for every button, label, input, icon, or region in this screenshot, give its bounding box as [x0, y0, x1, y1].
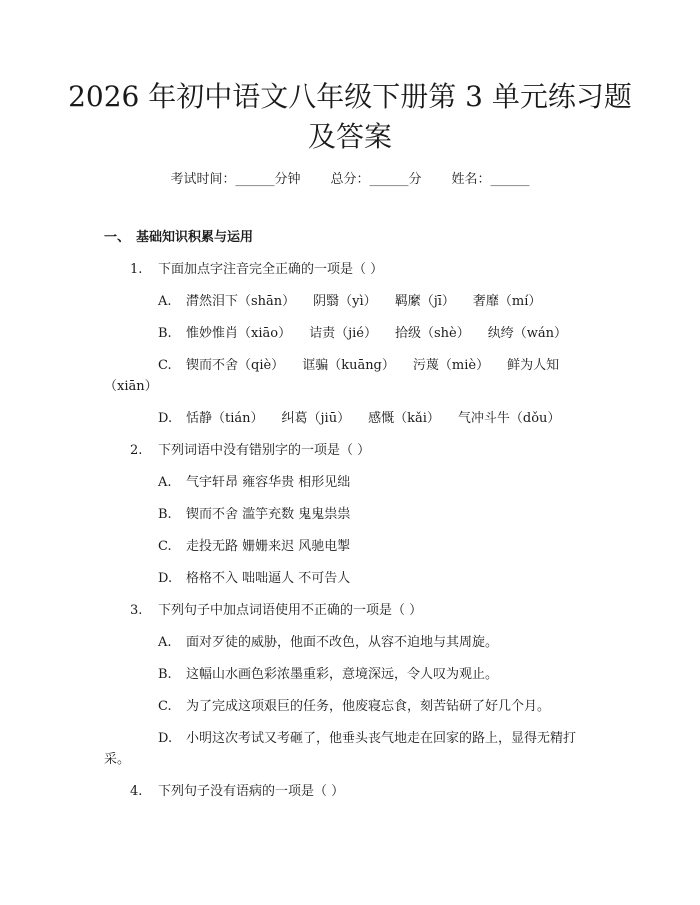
option-item: 锲而不舍（qiè）: [186, 358, 285, 373]
option-key: B.: [158, 507, 172, 522]
option-key: A.: [158, 635, 172, 650]
option-line: [158, 538, 350, 556]
option-item: 阴翳（yì）: [313, 294, 377, 309]
option-line: [158, 570, 350, 588]
question-text: 下面加点字注音完全正确的一项是（ ）: [158, 262, 384, 277]
option-key: C.: [158, 539, 172, 554]
option-item: 鲜为人知: [507, 358, 560, 373]
option-item: 面对歹徒的威胁，他面不改色，从容不迫地与其周旋。: [186, 635, 499, 650]
total-score-field: 总分：______分: [330, 172, 422, 187]
option-line: [158, 506, 350, 524]
exam-meta: [0, 168, 700, 187]
option-item: 诘责（jié）: [309, 326, 377, 341]
question-3: [130, 602, 422, 620]
question-number: 1.: [130, 262, 143, 277]
question-text: 下列句子中加点词语使用不正确的一项是（ ）: [158, 603, 423, 618]
option-key: B.: [158, 326, 172, 341]
option-item: 奢靡（mí）: [472, 294, 542, 309]
option-continuation: 采。: [104, 752, 131, 767]
option-key: A.: [158, 294, 172, 309]
option-item: 气宇轩昂 雍容华贵 相形见绌: [186, 475, 351, 490]
question-text: 下列句子没有语病的一项是（ ）: [158, 784, 345, 799]
question-2: [130, 442, 370, 460]
option-key: C.: [158, 358, 172, 373]
option-continuation: （xiān）: [104, 379, 158, 394]
option-item: 为了完成这项艰巨的任务，他废寝忘食，刻苦钻研了好几个月。: [186, 699, 551, 714]
option-line: [158, 293, 541, 311]
option-line: [158, 474, 350, 492]
option-key: D.: [158, 411, 173, 426]
section-number: 一、: [104, 230, 131, 245]
document-title-line-2: 及答案: [307, 120, 392, 153]
student-name-field: 姓名：______: [451, 172, 530, 187]
option-key: D.: [158, 731, 173, 746]
option-key: D.: [158, 571, 173, 586]
option-item: 羁縻（jī）: [394, 294, 455, 309]
option-line: [158, 357, 559, 375]
question-1: [130, 261, 383, 279]
option-line: [158, 698, 550, 716]
option-item: 拾级（shè）: [394, 326, 470, 341]
option-item: 恬静（tián）: [186, 411, 264, 426]
question-number: 2.: [130, 443, 143, 458]
section-heading: [104, 229, 253, 247]
option-key: C.: [158, 699, 172, 714]
question-number: 3.: [130, 603, 143, 618]
option-item: 诓骗（kuāng）: [302, 358, 395, 373]
option-item: 走投无路 姗姗来迟 风驰电掣: [186, 539, 351, 554]
option-item: 惟妙惟肖（xiāo）: [186, 326, 292, 341]
option-item: 感慨（kǎi）: [368, 411, 440, 426]
option-item: 潸然泪下（shān）: [186, 294, 296, 309]
option-item: 纠葛（jiū）: [281, 411, 351, 426]
option-item: 这幅山水画色彩浓墨重彩，意境深远，令人叹为观止。: [186, 667, 499, 682]
option-item: 纨绔（wán）: [487, 326, 567, 341]
option-line: [158, 666, 498, 684]
option-line: [158, 634, 498, 652]
question-4: [130, 783, 344, 801]
question-text: 下列词语中没有错别字的一项是（ ）: [158, 443, 371, 458]
option-item: 格格不入 咄咄逼人 不可告人: [186, 571, 351, 586]
option-line: [158, 410, 560, 428]
question-number: 4.: [130, 784, 143, 799]
option-item: 气冲斗牛（dǒu）: [457, 411, 561, 426]
option-key: B.: [158, 667, 172, 682]
option-item: 污蔑（miè）: [412, 358, 490, 373]
exam-time-field: 考试时间：______分钟: [170, 172, 301, 187]
section-title: 基础知识积累与运用: [136, 230, 254, 245]
option-line: [158, 325, 567, 343]
document-title-line-1: 2026 年初中语文八年级下册第 3 单元练习题: [68, 80, 632, 113]
option-item: 锲而不舍 滥竽充数 鬼鬼祟祟: [186, 507, 351, 522]
option-line: [158, 730, 576, 748]
option-item: 小明这次考试又考砸了，他垂头丧气地走在回家的路上，显得无精打: [186, 731, 577, 746]
option-key: A.: [158, 475, 172, 490]
